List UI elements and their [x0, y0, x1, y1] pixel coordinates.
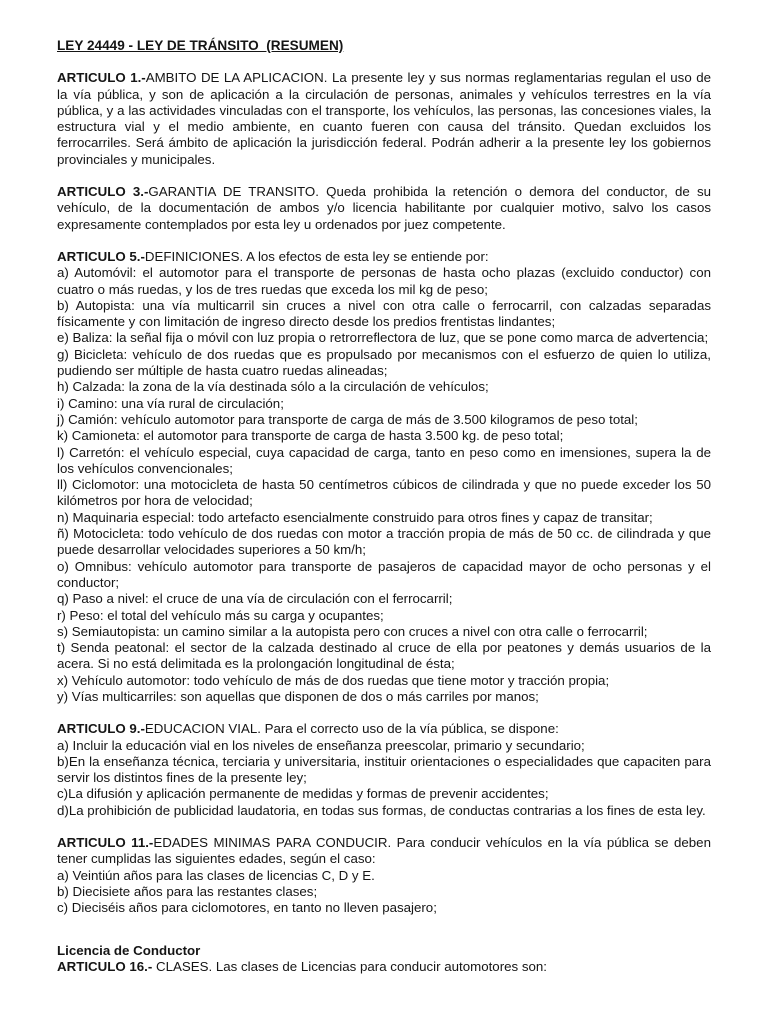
definition-item: x) Vehículo automotor: todo vehículo de más de dos ruedas que tiene motor y tracción propia; — [57, 672, 610, 688]
article-11-intro — [57, 835, 711, 868]
license-subheading: Licencia de Conductor — [57, 942, 201, 958]
age-item: a) Veintiún años para las clases de licencias C, D y E. — [57, 867, 375, 883]
article-11-text: EDADES MINIMAS PARA CONDUCIR. Para conducir vehículos en la vía pública se deben tener cumplidas las siguientes edades, según el caso: — [57, 835, 711, 867]
definition-item: b) Autopista: una vía multicarril sin cruces a nivel con otra calle o ferrocarril, con calzadas separadas físicamente y con limitación de ingreso directo desde los predios frentistas lindantes; — [57, 297, 711, 330]
education-item: d)La prohibición de publicidad laudatoria, en todas sus formas, de conductas contrarias a los fines de esta ley. — [57, 802, 706, 818]
article-11-label: ARTICULO 11.- — [57, 835, 154, 851]
article-5-text: DEFINICIONES. A los efectos de esta ley se entiende por: — [144, 248, 489, 264]
article-16-label: ARTICULO 16.- — [57, 958, 153, 974]
article-5-paragraph — [57, 249, 711, 705]
article-5-intro — [57, 249, 711, 265]
article-3-text: GARANTIA DE TRANSITO. Queda prohibida la retención o demora del conductor, de su vehículo, de la documentación de ambos y/o licencia habilitante por cualquier motivo, salvo los casos expresamente contemplados por esta ley u ordenados por juez competente. — [57, 184, 711, 232]
article-9-text: EDUCACION VIAL. Para el correcto uso de la vía pública, se dispone: — [144, 721, 559, 737]
article-16-text: CLASES. Las clases de Licencias para conducir automotores son: — [152, 958, 547, 974]
definition-item: ñ) Motocicleta: todo vehículo de dos ruedas con motor a tracción propia de más de 50 cc. de cilindrada y que puede desarrollar velocidades superiores a 50 km/h; — [57, 526, 711, 558]
education-list — [57, 738, 711, 819]
education-item: b)En la enseñanza técnica, terciaria y universitaria, instituir orientaciones o especialidades que capaciten para servir los distintos fines de la presente ley; — [57, 753, 711, 786]
definition-item: l) Carretón: el vehículo especial, cuya capacidad de carga, tanto en peso como en imensiones, supera la de los vehículos convencionales; — [57, 444, 711, 476]
definition-item: e) Baliza: la señal fija o móvil con luz propia o retrorreflectora de luz, que se pone como marca de advertencia; — [57, 330, 709, 346]
article-11-paragraph — [57, 835, 711, 916]
article-9-intro — [57, 721, 711, 737]
definition-item: q) Paso a nivel: el cruce de una vía de circulación con el ferrocarril; — [57, 591, 453, 607]
ages-list — [57, 868, 711, 917]
article-9-label: ARTICULO 9.- — [57, 721, 145, 737]
article-3-paragraph — [57, 184, 711, 233]
article-5-label: ARTICULO 5.- — [57, 248, 145, 264]
definition-item: h) Calzada: la zona de la vía destinada sólo a la circulación de vehículos; — [57, 379, 489, 395]
education-item: c)La difusión y aplicación permanente de medidas y formas de prevenir accidentes; — [57, 786, 549, 802]
definition-item: a) Automóvil: el automotor para el transporte de personas de hasta ocho plazas (excluido conductor) con cuatro o más ruedas, y los de tres ruedas que exceda los mil kg de peso; — [57, 265, 711, 297]
definition-item: g) Bicicleta: vehículo de dos ruedas que es propulsado por mecanismos con el esfuerzo de quien lo utiliza, pudiendo ser múltiple de hasta cuatro ruedas alineadas; — [57, 346, 711, 379]
age-item: c) Dieciséis años para ciclomotores, en tanto no lleven pasajero; — [57, 900, 437, 916]
definition-item: r) Peso: el total del vehículo más su carga y ocupantes; — [57, 607, 384, 623]
age-item: b) Diecisiete años para las restantes clases; — [57, 883, 318, 899]
definitions-list — [57, 265, 711, 705]
definition-item: n) Maquinaria especial: todo artefacto esencialmente construido para otros fines y capaz de transitar; — [57, 509, 653, 525]
definition-item: s) Semiautopista: un camino similar a la autopista pero con cruces a nivel con otra calle o ferrocarril; — [57, 623, 648, 639]
definition-item: o) Omnibus: vehículo automotor para transporte de pasajeros de capacidad mayor de ocho personas y el conductor; — [57, 558, 711, 590]
article-3-label: ARTICULO 3.- — [57, 184, 149, 200]
education-item: a) Incluir la educación vial en los niveles de enseñanza preescolar, primario y secundario; — [57, 737, 585, 753]
article-1-text: AMBITO DE LA APLICACION. La presente ley y sus normas reglamentarias regulan el uso de la vía pública, y son de aplicación a la circulación de personas, animales y vehículos terrestres en la vía pública, y a las actividades vinculadas con el transporte, los vehículos, las personas, las concesiones viales, la estructura vial y el medio ambiente, en cuanto fueren con causa del tránsito. Quedan excluidos los ferrocarriles. Será ámbito de aplicación la jurisdicción federal. Podrán adherir a la presente ley los gobiernos provinciales y municipales. — [57, 70, 712, 167]
document-title: LEY 24449 - LEY DE TRÁNSITO (RESUMEN) — [57, 38, 344, 53]
article-1-label: ARTICULO 1.- — [57, 70, 146, 86]
definition-item: i) Camino: una vía rural de circulación; — [57, 395, 284, 411]
article-9-paragraph — [57, 721, 711, 819]
definition-item: ll) Ciclomotor: una motocicleta de hasta 50 centímetros cúbicos de cilindrada y que no puede exceder los 50 kilómetros por hora de velocidad; — [57, 477, 711, 509]
definition-item: j) Camión: vehículo automotor para transporte de carga de más de 3.500 kilogramos de peso total; — [57, 411, 638, 427]
definition-item: y) Vías multicarriles: son aquellas que disponen de dos o más carriles por manos; — [57, 688, 539, 704]
article-16-paragraph — [57, 959, 711, 975]
article-1-paragraph — [57, 70, 711, 168]
definition-item: k) Camioneta: el automotor para transporte de carga de hasta 3.500 kg. de peso total; — [57, 428, 564, 444]
definition-item: t) Senda peatonal: el sector de la calzada destinado al cruce de ella por peatones y demás usuarios de la acera. Si no está delimitada es la prolongación longitudinal de ésta; — [57, 640, 711, 672]
